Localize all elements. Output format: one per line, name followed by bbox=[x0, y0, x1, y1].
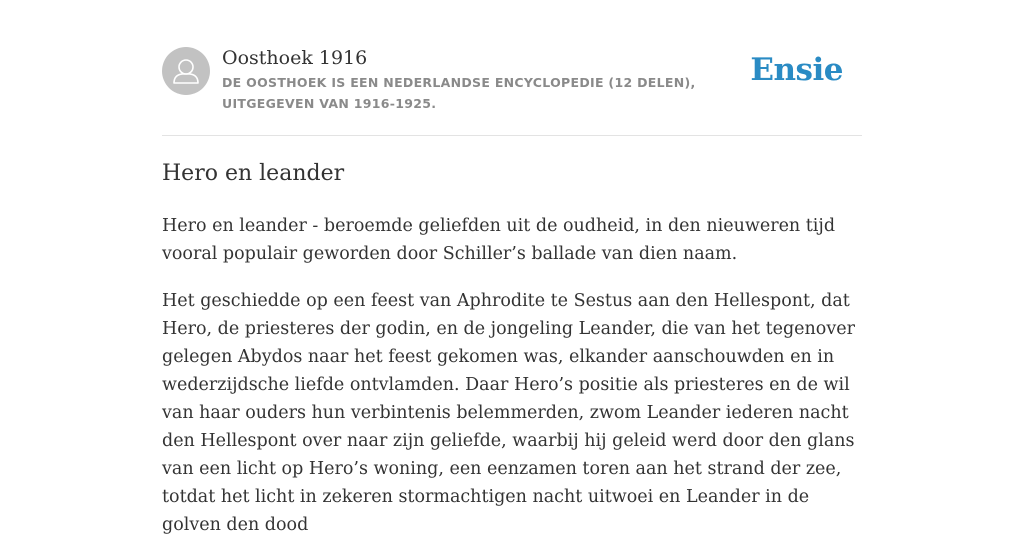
source-header bbox=[162, 0, 862, 136]
page bbox=[162, 0, 862, 535]
user-icon bbox=[162, 47, 210, 95]
avatar[interactable] bbox=[162, 47, 210, 95]
ensie-logo[interactable]: Ensie bbox=[750, 52, 843, 88]
article-paragraph: Het geschiedde op een feest van Aphrodite te Sestus aan den Hellespont, dat Hero, de priesteres der godin, en de jongeling Leander, die van het tegenover gelegen Abydos naar het feest gekomen was, elkander aanschouwden en in wederzijdsche liefde ontvlamden. Daar Hero’s positie als priesteres en de wil van haar ouders hun verbintenis belemmerden, zwom Leander iederen nacht den Hellespont over naar zijn geliefde, waarbij hij geleid werd door den glans van een licht op Hero’s woning, een eenzamen toren aan het strand der zee, totdat het licht in zekeren stormachtigen nacht uitwoei en Leander in de golven den dood bbox=[162, 291, 855, 535]
source-title[interactable]: Oosthoek 1916 bbox=[222, 47, 368, 69]
article-paragraph: Hero en leander - beroemde geliefden uit de oudheid, in den nieuweren tijd vooral populair geworden door Schiller’s ballade van dien naam. bbox=[162, 216, 836, 264]
source-description: DE OOSTHOEK IS EEN NEDERLANDSE ENCYCLOPEDIE (12 DELEN), UITGEGEVEN VAN 1916-1925. bbox=[222, 75, 696, 111]
article-title: Hero en leander bbox=[162, 161, 345, 186]
article-body bbox=[162, 212, 862, 558]
